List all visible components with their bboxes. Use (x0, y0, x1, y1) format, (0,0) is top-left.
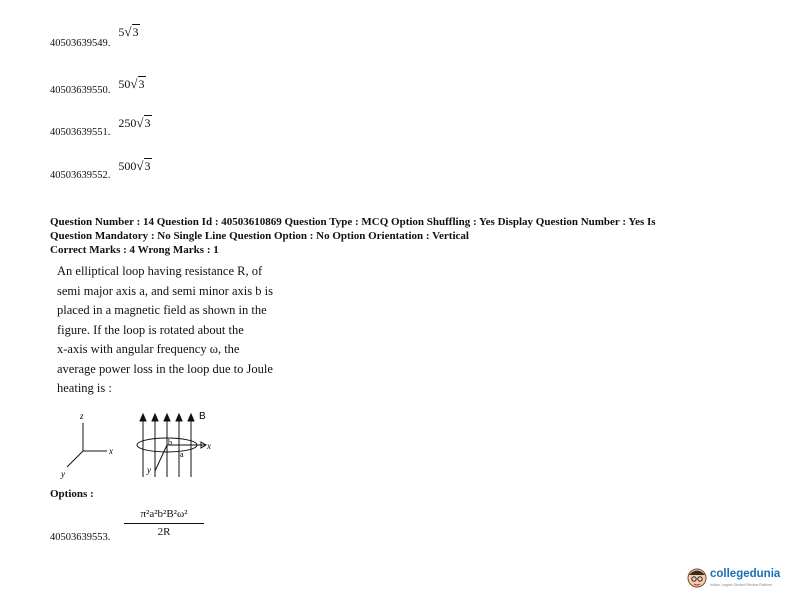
axes-diagram (60, 411, 113, 479)
question-line: An elliptical loop having resistance R, of (57, 264, 263, 278)
loop-label-b: b (168, 438, 172, 447)
option-row (50, 76, 146, 98)
option-radicand: 3 (138, 77, 145, 91)
question-figure (55, 405, 225, 485)
option-row (50, 24, 140, 51)
fraction-bar (124, 523, 204, 524)
question-line: average power loss in the loop due to Joule (57, 361, 273, 376)
option-id: 40503639551. (50, 127, 111, 138)
question-text (57, 262, 273, 399)
options-label: Options : (50, 488, 94, 500)
option-radicand: 3 (144, 159, 151, 173)
option-1-id: 40503639553. (50, 532, 111, 543)
option-id: 40503639550. (50, 85, 111, 96)
option-id: 40503639552. (50, 170, 111, 181)
option-value: 250√3 (118, 115, 151, 130)
option-row (50, 158, 152, 183)
option-1-fraction (124, 508, 204, 538)
option-radicand: 3 (144, 116, 151, 130)
collegedunia-logo (686, 564, 786, 600)
axis-label-z: z (80, 411, 84, 421)
option-coef: 50 (118, 77, 131, 91)
option-value: 50√3 (118, 76, 145, 91)
question-line: heating is : (57, 381, 112, 395)
logo-wordmark: collegedunia (710, 568, 781, 580)
option-radicand: 3 (132, 25, 139, 39)
question-line: placed in a magnetic field as shown in the (57, 303, 267, 317)
meta-line-2: Question Mandatory : No Single Line Question Option : No Option Orientation : Vertical (50, 230, 469, 242)
axis-label-y: y (61, 469, 65, 479)
question-meta (50, 215, 750, 257)
question-line: figure. If the loop is rotated about the (57, 322, 244, 337)
fraction-denominator: 2R (157, 526, 171, 538)
option-coef: 250 (118, 116, 137, 130)
fraction-numerator: π²a²b²B²ω² (140, 508, 188, 520)
option-coef: 500 (118, 159, 137, 173)
option-value: 5√3 (118, 24, 139, 39)
option-coef: 5 (118, 25, 125, 39)
mascot-icon (686, 566, 708, 590)
axis-label-x: x (109, 446, 113, 456)
meta-line-3: Correct Marks : 4 Wrong Marks : 1 (50, 244, 219, 256)
meta-line-1: Question Number : 14 Question Id : 40503610869 Question Type : MCQ Option Shuffling : Yes Display Question Number : Yes Is (50, 216, 656, 228)
loop-label-a: a (180, 450, 184, 459)
option-row (50, 115, 152, 140)
option-id: 40503639549. (50, 38, 111, 49)
logo-tagline: India's Largest Student Review Platform (710, 583, 773, 587)
loop-label-x: x (207, 441, 211, 451)
loop-label-y: y (147, 465, 151, 475)
field-label-b: B (199, 411, 206, 422)
question-line: semi major axis a, and semi minor axis b is (57, 283, 273, 298)
question-line: x-axis with angular frequency ω, the (57, 342, 240, 356)
option-value: 500√3 (118, 158, 151, 173)
